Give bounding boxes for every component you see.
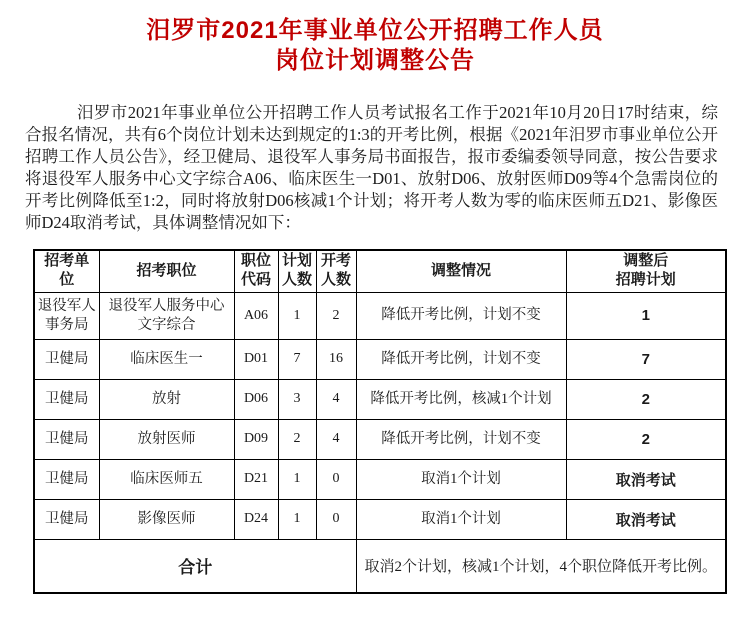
- cell-plan: 2: [278, 419, 316, 459]
- table-row: [34, 339, 726, 379]
- cell-position: 影像医师: [99, 499, 234, 539]
- cell-kaikao: 16: [316, 339, 356, 379]
- cell-kaikao: 4: [316, 379, 356, 419]
- cell-plan: 1: [278, 499, 316, 539]
- header-kaikao-count: 开考人数: [316, 250, 356, 292]
- cell-position: 放射医师: [99, 419, 234, 459]
- cell-code: A06: [234, 292, 278, 339]
- cell-code: D01: [234, 339, 278, 379]
- cell-plan: 7: [278, 339, 316, 379]
- cell-plan: 1: [278, 292, 316, 339]
- header-position: 招考职位: [99, 250, 234, 292]
- cell-unit: 退役军人事务局: [34, 292, 99, 339]
- header-after-adjustment: [566, 250, 726, 292]
- cell-after: 2: [566, 419, 726, 459]
- cell-unit: 卫健局: [34, 339, 99, 379]
- cell-after: 取消考试: [566, 499, 726, 539]
- total-label: 合计: [34, 539, 356, 593]
- cell-code: D21: [234, 459, 278, 499]
- cell-kaikao: 2: [316, 292, 356, 339]
- page-title: [0, 16, 750, 76]
- table-header-row: [34, 250, 726, 292]
- cell-adjustment: 降低开考比例，计划不变: [356, 419, 566, 459]
- cell-kaikao: 0: [316, 499, 356, 539]
- cell-after: 取消考试: [566, 459, 726, 499]
- cell-unit: 卫健局: [34, 419, 99, 459]
- page-title-line2: 岗位计划调整公告: [275, 47, 475, 74]
- header-plan-count: 计划人数: [278, 250, 316, 292]
- header-code: 职位代码: [234, 250, 278, 292]
- header-unit: 招考单位: [34, 250, 99, 292]
- cell-code: D06: [234, 379, 278, 419]
- table-row: [34, 499, 726, 539]
- adjustment-table: [33, 249, 727, 594]
- header-after-line2: 招聘计划: [615, 272, 676, 289]
- total-summary: 取消2个计划，核减1个计划，4个职位降低开考比例。: [356, 539, 726, 593]
- table-row: [34, 379, 726, 419]
- cell-code: D09: [234, 419, 278, 459]
- cell-unit: 卫健局: [34, 379, 99, 419]
- cell-adjustment: 取消1个计划: [356, 499, 566, 539]
- cell-plan: 1: [278, 459, 316, 499]
- cell-kaikao: 0: [316, 459, 356, 499]
- cell-position: 退役军人服务中心文字综合: [99, 292, 234, 339]
- table-row: [34, 419, 726, 459]
- cell-adjustment: 降低开考比例，核减1个计划: [356, 379, 566, 419]
- cell-code: D24: [234, 499, 278, 539]
- cell-adjustment: 降低开考比例，计划不变: [356, 339, 566, 379]
- cell-unit: 卫健局: [34, 499, 99, 539]
- page-title-line1: 汨罗市2021年事业单位公开招聘工作人员: [146, 17, 604, 44]
- cell-unit: 卫健局: [34, 459, 99, 499]
- intro-paragraph: 汨罗市2021年事业单位公开招聘工作人员考试报名工作于2021年10月20日17时结束，综合报名情况，共有6个岗位计划未达到规定的1:3的开考比例，根据《2021年汨罗市事业单位公开招聘工作人员公告》，经卫健局、退役军人事务局书面报告，报市委编委领导同意，按公告要求将退役军人服务中心文字综合A06、临床医生一D01、放射D06、放射医师D09等4个急需岗位的开考比例降低至1:2，同时将放射D06核减1个计划；将开考人数为零的临床医师五D21、影像医师D24取消考试，具体调整情况如下：: [25, 103, 718, 232]
- header-after-line1: 调整后: [623, 253, 669, 270]
- cell-kaikao: 4: [316, 419, 356, 459]
- cell-after: 7: [566, 339, 726, 379]
- cell-position: 放射: [99, 379, 234, 419]
- cell-position: 临床医生一: [99, 339, 234, 379]
- cell-after: 1: [566, 292, 726, 339]
- table-row: [34, 459, 726, 499]
- table-footer-row: [34, 539, 726, 593]
- cell-position: 临床医师五: [99, 459, 234, 499]
- cell-adjustment: 取消1个计划: [356, 459, 566, 499]
- header-adjustment: 调整情况: [356, 250, 566, 292]
- cell-plan: 3: [278, 379, 316, 419]
- cell-adjustment: 降低开考比例，计划不变: [356, 292, 566, 339]
- table-row: [34, 292, 726, 339]
- announcement-page: [0, 16, 750, 625]
- cell-after: 2: [566, 379, 726, 419]
